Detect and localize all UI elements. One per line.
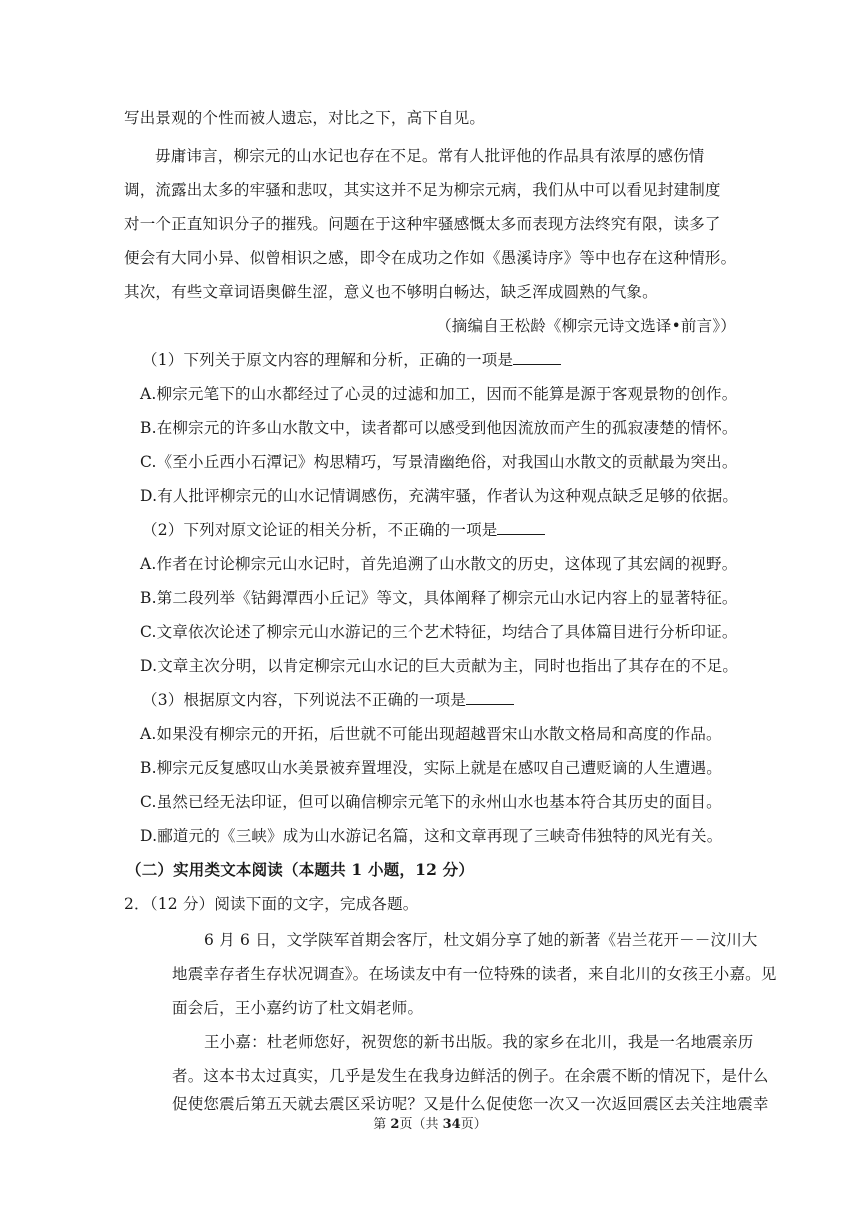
interview-line: 面会后，王小嘉约访了杜文娟老师。: [172, 999, 424, 1017]
passage-line: 写出景观的个性而被人遗忘，对比之下，高下自见。: [124, 109, 486, 127]
passage-line: 便会有大同小异、似曾相识之感，即令在成功之作如《愚溪诗序》等中也存在这种情形。: [124, 249, 737, 267]
question-2-option-c: C.文章依次论述了柳宗元山水游记的三个艺术特征，均结合了具体篇目进行分析印证。: [140, 623, 738, 641]
source-citation: （摘编自王松龄《柳宗元诗文选译•前言》）: [436, 317, 736, 335]
question-3-option-d: D.郦道元的《三峡》成为山水游记名篇，这和文章再现了三峡奇伟独特的风光有关。: [140, 827, 723, 845]
page-number: 2: [390, 1117, 400, 1132]
question-3-option-b: B.柳宗元反复感叹山水美景被弃置埋没，实际上就是在感叹自己遭贬谪的人生遭遇。: [140, 759, 722, 777]
question-2-stem: （2）下列对原文论证的相关分析，不正确的一项是: [142, 520, 762, 540]
page-total: 34: [442, 1117, 461, 1132]
answer-blank: [466, 690, 514, 705]
question-2-option-b: B.第二段列举《钴鉧潭西小丘记》等文，具体阐释了柳宗元山水记内容上的显著特征。: [140, 589, 738, 607]
question-1-option-c: C.《至小丘西小石潭记》构思精巧，写景清幽绝俗，对我国山水散文的贡献最为突出。: [140, 453, 738, 471]
passage-line: 毋庸讳言，柳宗元的山水记也存在不足。常有人批评他的作品具有浓厚的感伤情: [155, 147, 705, 165]
question-1-option-d: D.有人批评柳宗元的山水记情调感伤，充满牢骚，作者认为这种观点缺乏足够的依据。: [140, 487, 739, 505]
section-heading: （二）实用类文本阅读（本题共 1 小题，12 分）: [126, 860, 475, 879]
question-1-option-b: B.在柳宗元的许多山水散文中，读者都可以感受到他因流放而产生的孤寂凄楚的情怀。: [140, 419, 738, 437]
page-footer: 第 2页（共 34页）: [373, 1117, 487, 1132]
question-number: 2．（12 分）阅读下面的文字，完成各题。: [124, 895, 419, 913]
passage-line: 调，流露出太多的牢骚和悲叹，其实这并不足为柳宗元病，我们从中可以看见封建制度: [124, 181, 721, 199]
passage-line: 对一个正直知识分子的摧残。问题在于这种牢骚感慨太多而表现方法终究有限，读多了: [124, 215, 721, 233]
interview-line: 6 月 6 日，文学陕军首期会客厅，杜文娟分享了她的新著《岩兰花开－－汶川大: [204, 931, 758, 949]
question-2-option-a: A.作者在讨论柳宗元山水记时，首先追溯了山水散文的历史，这体现了其宏阔的视野。: [140, 555, 738, 573]
question-3-option-a: A.如果没有柳宗元的开拓，后世就不可能出现超越晋宋山水散文格局和高度的作品。: [140, 725, 722, 743]
question-3-option-c: C.虽然已经无法印证，但可以确信柳宗元笔下的永州山水也基本符合其历史的面目。: [140, 793, 722, 811]
passage-line: 其次，有些文章词语奥僻生涩，意义也不够明白畅达，缺乏浑成圆熟的气象。: [124, 283, 658, 301]
answer-blank: [513, 350, 561, 365]
interview-line: 王小嘉：杜老师您好，祝贺您的新书出版。我的家乡在北川，我是一名地震亲历: [204, 1033, 754, 1051]
interview-line: 促使您震后第五天就去震区采访呢？又是什么促使您一次又一次返回震区去关注地震幸: [172, 1095, 769, 1113]
answer-blank: [497, 520, 545, 535]
interview-line: 地震幸存者生存状况调查》。在场读友中有一位特殊的读者，来自北川的女孩王小嘉。见: [172, 965, 777, 983]
question-2-option-d: D.文章主次分明，以肯定柳宗元山水记的巨大贡献为主，同时也指出了其存在的不足。: [140, 657, 739, 675]
interview-line: 者。这本书太过真实，几乎是发生在我身边鲜活的例子。在余震不断的情况下，是什么: [172, 1067, 769, 1085]
question-3-stem: （3）根据原文内容，下列说法不正确的一项是: [142, 690, 762, 710]
question-1-stem: （1）下列关于原文内容的理解和分析，正确的一项是: [142, 350, 762, 370]
question-1-option-a: A.柳宗元笔下的山水都经过了心灵的过滤和加工，因而不能算是源于客观景物的创作。: [140, 385, 738, 403]
